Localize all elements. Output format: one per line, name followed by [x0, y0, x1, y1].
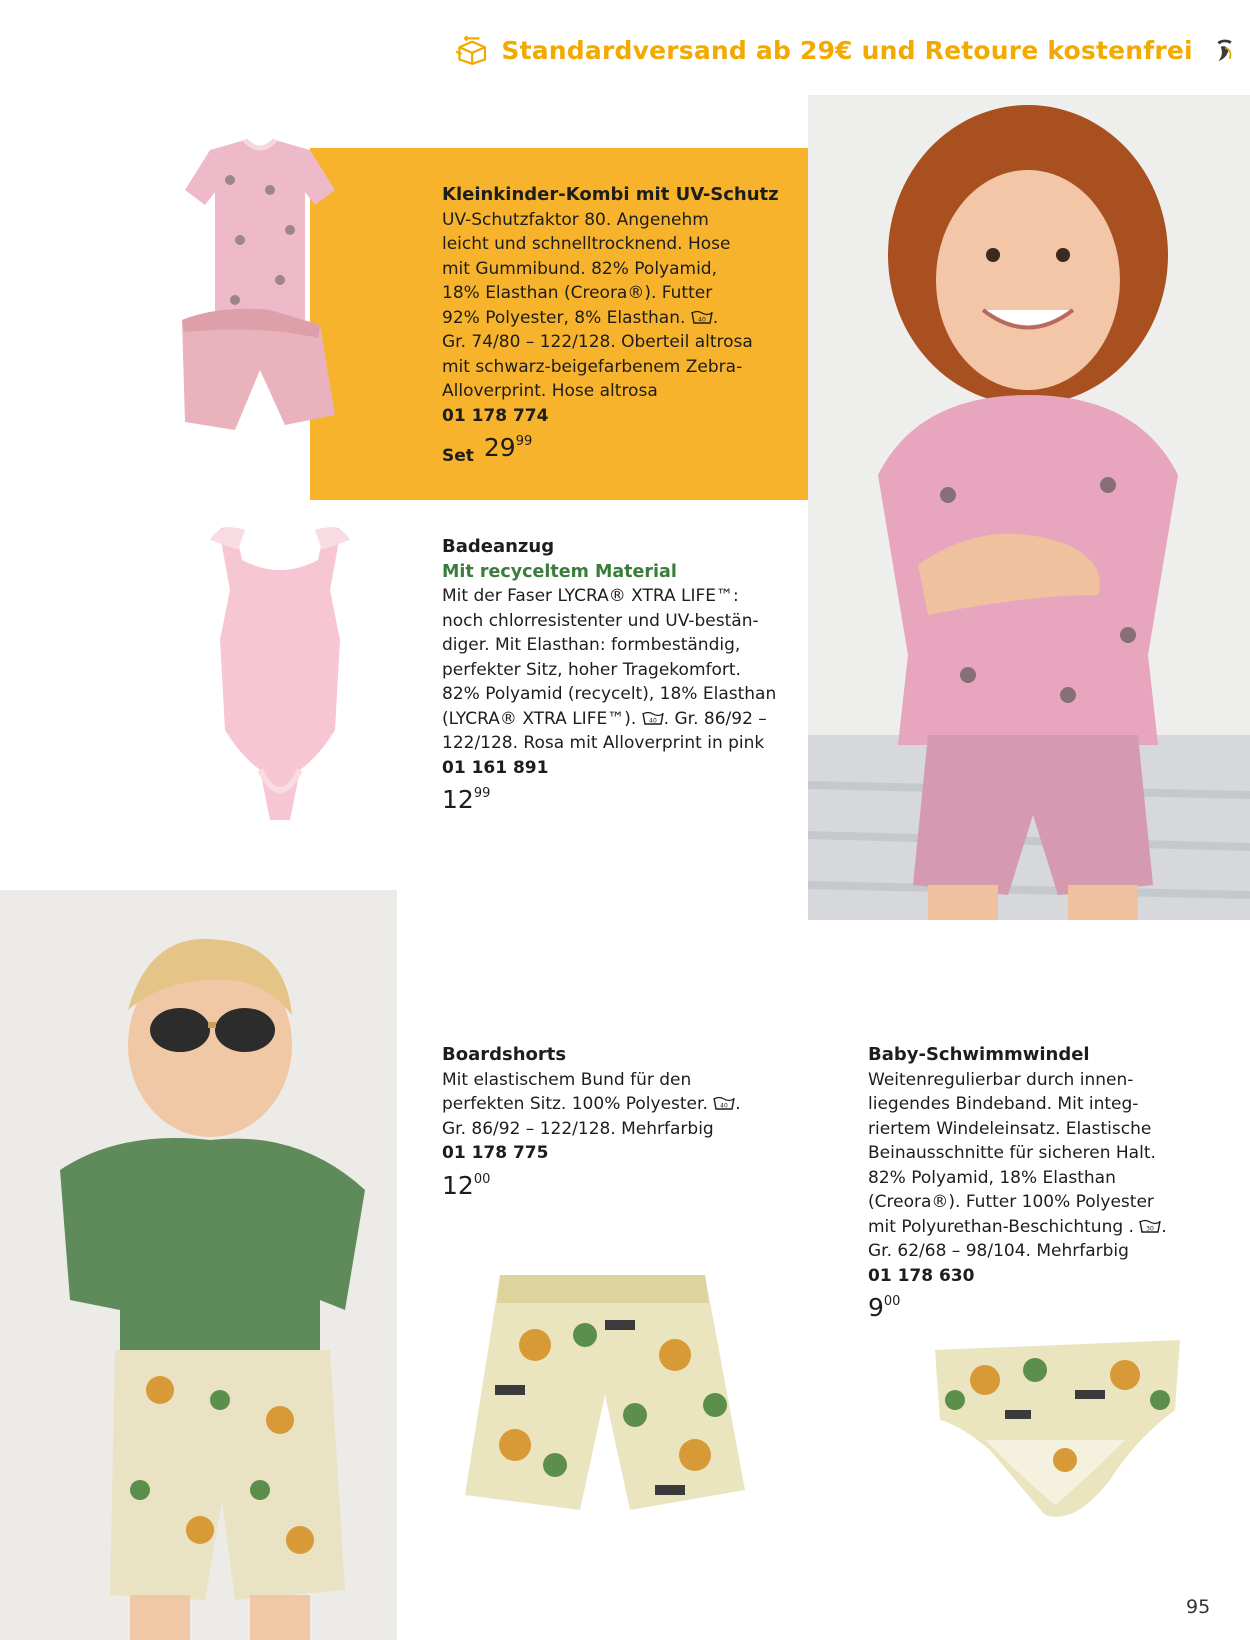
product-title: Boardshorts [442, 1044, 567, 1065]
price [442, 1170, 772, 1202]
price-decimal: 00 [883, 1294, 901, 1309]
care-label: 40 [648, 717, 657, 724]
product-badeanzug: Badeanzug Mit recyceltem Material Mit der Faser LYCRA® XTRA LIFE™: noch chlorresistenter und UV-bestän- diger. Mit Elasthan: formbeständig, perfekter Sitz, hoher Tragekomfort. 82% Polyamid (recycelt), 18% Elasthan (LYCRA® XTRA LIFE™). 40 . Gr. 86/92 – 122/128. Rosa mit Alloverprint in pink 01 161 891 12 99 [442, 535, 812, 816]
article-number: 01 178 630 [868, 1265, 975, 1286]
wash-40-icon [691, 310, 713, 324]
product-description-2: 122/128. Rosa mit Alloverprint in pink [442, 733, 765, 753]
wash-40-icon [642, 711, 664, 725]
shipping-banner-text: Standardversand ab 29€ und Retoure kostenfrei [501, 35, 1193, 65]
wash-40-icon [713, 1096, 735, 1110]
product-title: Kleinkinder-Kombi mit UV-Schutz [442, 184, 779, 205]
product-title: Badeanzug [442, 536, 555, 557]
tchibo-logo [1213, 26, 1235, 74]
parcel-icon [455, 23, 489, 77]
price-integer: 12 [442, 785, 474, 814]
product-description-2: Gr. 62/68 – 98/104. Mehrfarbig [868, 1241, 1129, 1261]
product-boardshorts: Boardshorts Mit elastischem Bund für den perfekten Sitz. 100% Polyester. 40 . Gr. 86/92 – 122/128. Mehrfarbig 01 178 775 12 00 [442, 1043, 772, 1202]
boardshorts-image [455, 1265, 755, 1525]
price [442, 432, 802, 469]
product-title: Baby-Schwimmwindel [868, 1044, 1090, 1065]
product-description-post: Gr. 86/92 – [674, 708, 767, 729]
price-label: Set [442, 446, 474, 466]
product-description-2: Gr. 74/80 – 122/128. Oberteil altrosa mit schwarz-beigefarbenem Zebra- Alloverprint. Hose altrosa [442, 332, 753, 401]
shipping-banner [455, 20, 1235, 80]
product-description-pre: (LYCRA® XTRA LIFE™). [442, 708, 637, 729]
wash-30-icon [1139, 1219, 1161, 1233]
care-label: 30 [1146, 1225, 1155, 1232]
price-integer: 12 [442, 1170, 474, 1200]
price-decimal: 00 [473, 1171, 491, 1187]
schwimmwindel-image [925, 1330, 1195, 1530]
badeanzug-image [190, 520, 370, 840]
product-description-pre: mit Polyurethan-Beschichtung . [868, 1216, 1134, 1237]
uv-kombi-image [160, 130, 360, 440]
product-uv-kombi: Kleinkinder-Kombi mit UV-Schutz UV-Schutzfaktor 80. Angenehm leicht und schnelltrocknend. Hose mit Gummibund. 82% Polyamid, 18% Elasthan (Creora®). Futter 92% Polyester, 8% Elasthan. 40 . Gr. 74/80 – 122/128. Oberteil altrosa mit schwarz-beigefarbenem Zebra- Alloverprint. Hose altrosa 01 178 774 Set 29 99 [442, 183, 802, 469]
product-description: Weitenregulierbar durch innen- liegendes Bindeband. Mit integ- riertem Windeleinsatz. Elastische Beinausschnitte für sicheren Halt. 82% Polyamid, 18% Elasthan (Creora®). Futter 100% Polyester [868, 1069, 1156, 1212]
price-decimal: 99 [473, 786, 491, 801]
care-label: 40 [697, 316, 706, 323]
boy-photo [0, 890, 397, 1640]
product-subtitle: Mit recyceltem Material [442, 561, 677, 582]
article-number: 01 161 891 [442, 757, 549, 778]
article-number: 01 178 774 [442, 405, 549, 426]
product-description: UV-Schutzfaktor 80. Angenehm leicht und schnelltrocknend. Hose mit Gummibund. 82% Polyamid, 18% Elasthan (Creora®). Futter 92% Polyester, 8% Elasthan. [442, 209, 731, 328]
price [442, 784, 812, 816]
girl-photo [808, 95, 1250, 920]
price-decimal: 99 [515, 434, 533, 449]
product-description-2: Gr. 86/92 – 122/128. Mehrfarbig [442, 1118, 714, 1139]
product-description: Mit elastischem Bund für den [442, 1069, 692, 1090]
price [868, 1292, 1238, 1324]
care-label: 40 [720, 1102, 729, 1110]
price-integer: 29 [483, 433, 516, 462]
product-schwimmwindel: Baby-Schwimmwindel Weitenregulierbar durch innen- liegendes Bindeband. Mit integ- riertem Windeleinsatz. Elastische Beinausschnitte für sicheren Halt. 82% Polyamid, 18% Elasthan (Creora®). Futter 100% Polyester mit Polyurethan-Beschichtung . 30 . Gr. 62/68 – 98/104. Mehrfarbig 01 178 630 9 00 [868, 1043, 1238, 1324]
article-number: 01 178 775 [442, 1143, 549, 1163]
product-description-pre: perfekten Sitz. 100% Polyester. [442, 1094, 708, 1114]
page-number: 95 [1186, 1596, 1211, 1618]
product-description: Mit der Faser LYCRA® XTRA LIFE™: noch chlorresistenter und UV-bestän- diger. Mit Elasthan: formbeständig, perfekter Sitz, hoher Tragekomfort. 82% Polyamid (recycelt), 18% Elasthan [442, 586, 777, 704]
price-integer: 9 [868, 1293, 884, 1322]
